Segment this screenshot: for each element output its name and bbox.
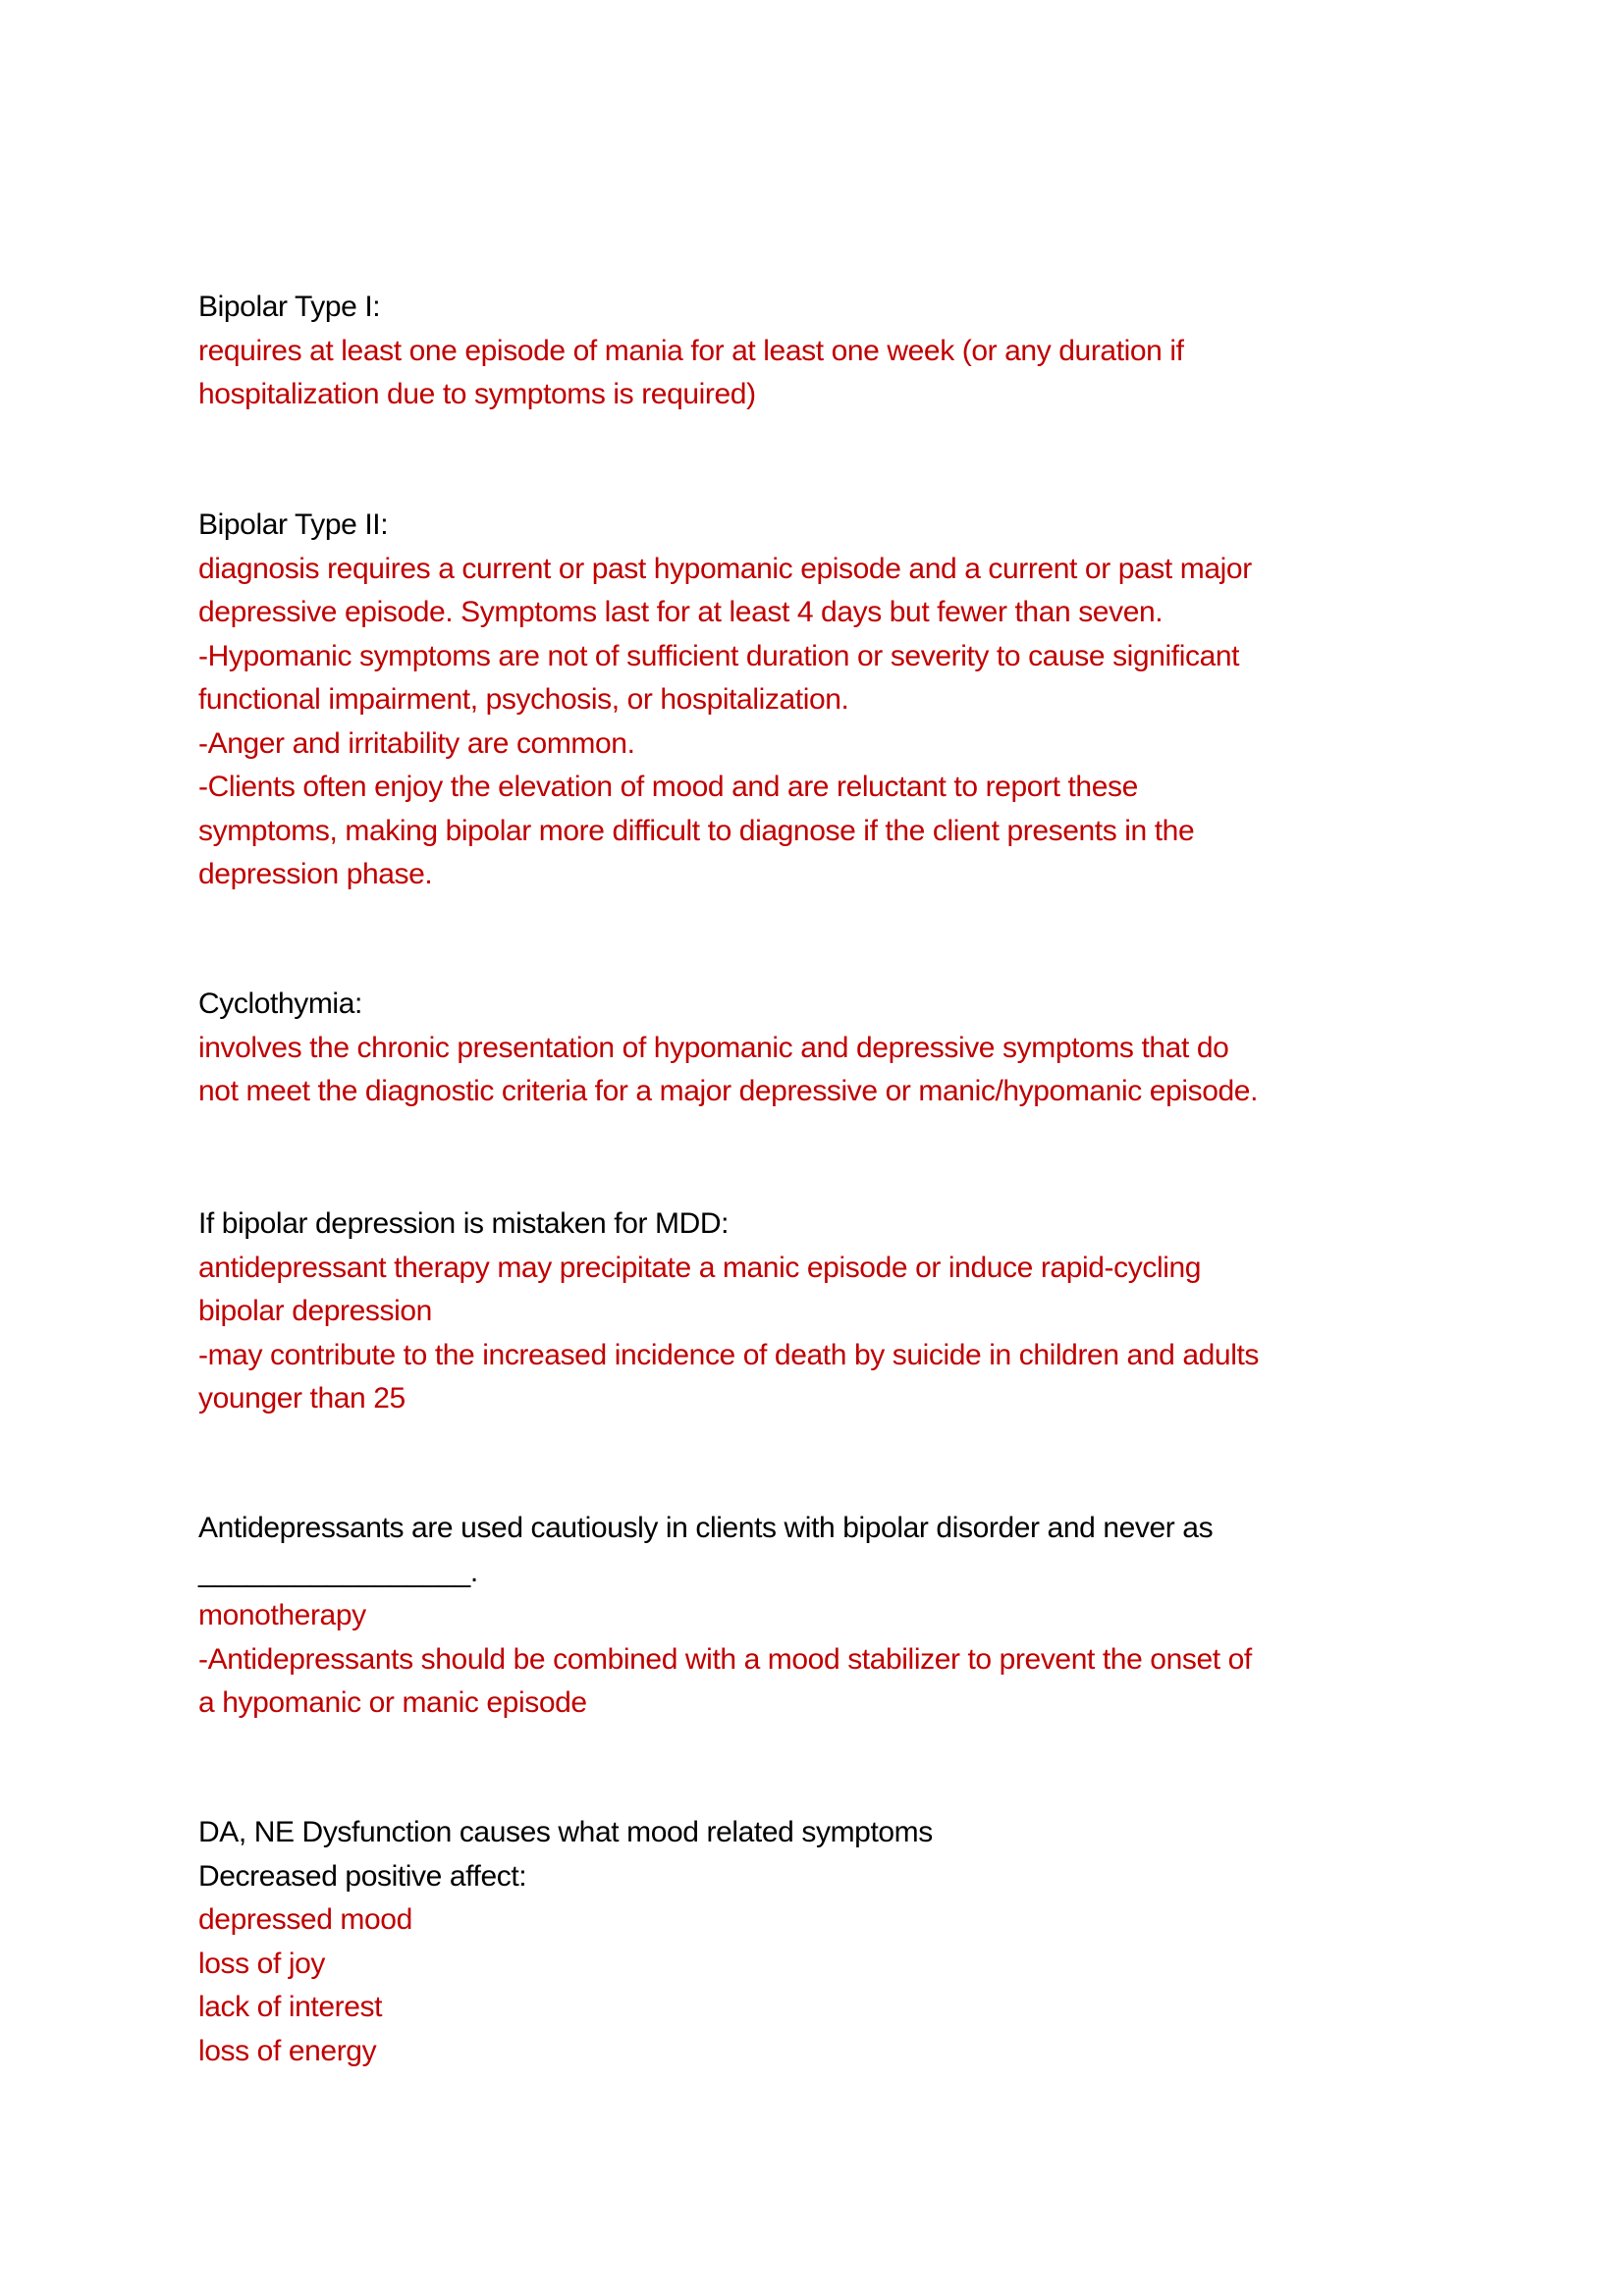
answer-line: -Hypomanic symptoms are not of sufficient duration or severity to cause significant: [198, 639, 1240, 672]
answer-line: loss of energy: [198, 2034, 377, 2067]
qa-section: [198, 983, 1475, 1114]
answer-line: not meet the diagnostic criteria for a major depressive or manic/hypomanic episode.: [198, 1075, 1259, 1107]
question-line: DA, NE Dysfunction causes what mood related symptoms: [198, 1816, 933, 1848]
answer-line: loss of joy: [198, 1947, 325, 1980]
question-line: If bipolar depression is mistaken for MDD:: [198, 1207, 730, 1240]
answer-line: involves the chronic presentation of hypomanic and depressive symptoms that do: [198, 1031, 1229, 1064]
answer-line: younger than 25: [198, 1382, 406, 1415]
answer-line: requires at least one episode of mania for at least one week (or any duration if: [198, 334, 1184, 367]
answer-line: depressed mood: [198, 1903, 412, 1936]
answer-line: depressive episode. Symptoms last for at least 4 days but fewer than seven.: [198, 596, 1164, 628]
answer-line: -Antidepressants should be combined with a mood stabilizer to prevent the onset of: [198, 1642, 1252, 1676]
answer-line: bipolar depression: [198, 1295, 432, 1327]
question-line: Bipolar Type I:: [198, 291, 381, 323]
qa-section: [198, 1202, 1475, 1421]
answer-line: a hypomanic or manic episode: [198, 1686, 587, 1719]
answer-line: diagnosis requires a current or past hypomanic episode and a current or past major: [198, 552, 1252, 585]
answer-line: depression phase.: [198, 858, 433, 890]
answer-line: hospitalization due to symptoms is required): [198, 378, 756, 410]
answer-line: -Clients often enjoy the elevation of mood and are reluctant to report these: [198, 771, 1138, 803]
answer-line: functional impairment, psychosis, or hospitalization.: [198, 683, 849, 716]
question-line: Antidepressants are used cautiously in clients with bipolar disorder and never as: [198, 1512, 1214, 1544]
answer-line: antidepressant therapy may precipitate a manic episode or induce rapid-cycling: [198, 1251, 1202, 1284]
answer-line: symptoms, making bipolar more difficult to diagnose if the client presents in the: [198, 814, 1195, 847]
answer-line: lack of interest: [198, 1991, 383, 2023]
qa-section: [198, 1507, 1475, 1726]
answer-line: monotherapy: [198, 1599, 366, 1631]
qa-section: [198, 286, 1475, 417]
qa-section: [198, 1811, 1475, 2073]
question-line: Cyclothymia:: [198, 988, 362, 1020]
qa-section: [198, 504, 1475, 897]
answer-line: -may contribute to the increased incidence of death by suicide in children and adults: [198, 1338, 1259, 1371]
question-line: Decreased positive affect:: [198, 1859, 527, 1893]
answer-line: -Anger and irritability are common.: [198, 726, 635, 760]
question-line: _________________.: [198, 1555, 478, 1588]
question-line: Bipolar Type II:: [198, 508, 389, 541]
